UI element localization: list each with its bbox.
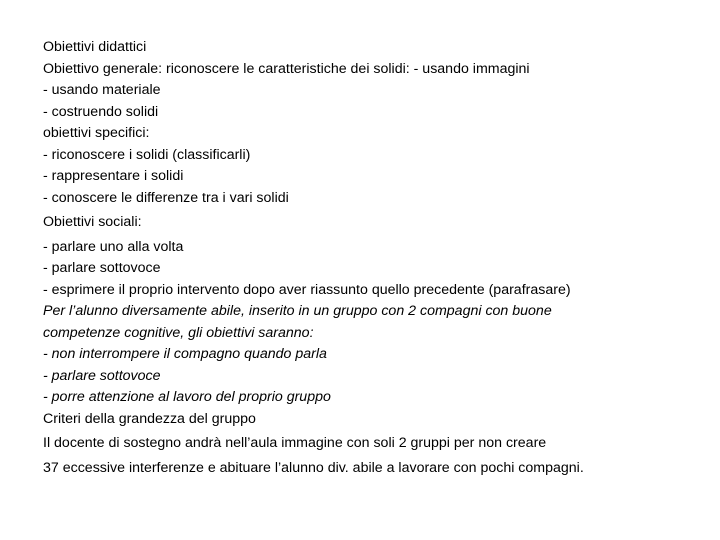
italic-line: - non interrompere il compagno quando parla	[43, 346, 327, 362]
text-line: - riconoscere i solidi (classificarli)	[43, 146, 251, 163]
text-line: obiettivi specifici:	[43, 125, 150, 141]
heading-obiettivi-didattici: Obiettivi didattici	[43, 39, 147, 55]
italic-line: - parlare sottovoce	[43, 367, 161, 384]
document-body	[43, 37, 713, 479]
heading-obiettivi-sociali: Obiettivi sociali:	[43, 214, 142, 230]
text-line: - costruendo solidi	[43, 103, 159, 120]
text-line: - conoscere le differenze tra i vari solidi	[43, 189, 289, 206]
text-line: - parlare uno alla volta	[43, 238, 184, 255]
italic-line: Per l’alunno diversamente abile, inserito in un gruppo con 2 compagni con buone	[43, 303, 552, 319]
text-line: - usando materiale	[43, 82, 161, 98]
text-line: Obiettivo generale: riconoscere le caratteristiche dei solidi: - usando immagini	[43, 60, 530, 77]
text-line: - parlare sottovoce	[43, 260, 161, 276]
text-line: Il docente di sostegno andrà nell’aula immagine con soli 2 gruppi per non creare	[43, 435, 547, 451]
italic-line: - porre attenzione al lavoro del proprio gruppo	[43, 389, 331, 405]
italic-line: competenze cognitive, gli obiettivi saranno:	[43, 324, 314, 341]
text-line: - rappresentare i solidi	[43, 168, 184, 184]
text-line: 37 eccessive interferenze e abituare l’alunno div. abile a lavorare con pochi compagni.	[43, 459, 584, 476]
heading-criteri-grandezza-gruppo: Criteri della grandezza del gruppo	[43, 410, 256, 427]
text-line: - esprimere il proprio intervento dopo aver riassunto quello precedente (parafrasare)	[43, 281, 571, 298]
